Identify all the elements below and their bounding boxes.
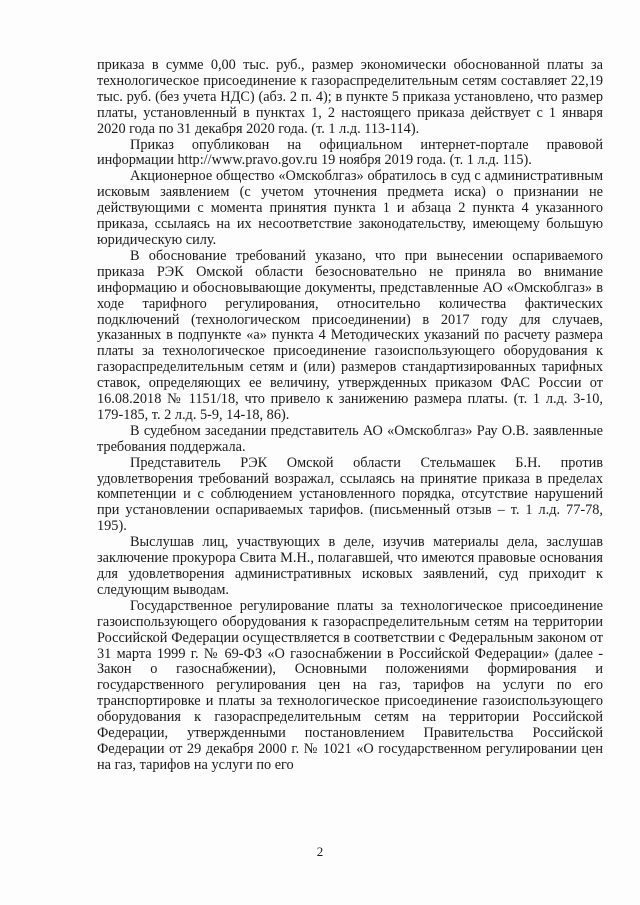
paragraph-order-amount: приказа в сумме 0,00 тыс. руб., размер экономически обоснованной платы за технологическое присоединение к газораспределительным сетям составляет 22,19 тыс. руб. (без учета НДС) (абз. 2 п. 4); в пункте 5 приказа установлено, что размер платы, установленный в пунктах 1, 2 настоящего приказа действует с 1 января 2020 года по 31 декабря 2020 года. (т. 1 л.д. 113-114). <box>97 57 603 137</box>
page-number: 2 <box>316 844 324 859</box>
paragraph-court-findings: Выслушав лиц, участвующих в деле, изучив материалы дела, заслушав заключение прокурора Свита М.Н., полагавшей, что имеются правовые основания для удовлетворения административных исковых заявлений, суд приходит к следующим выводам. <box>97 534 603 598</box>
paragraph-defendant-representative: Представитель РЭК Омской области Стельмашек Б.Н. против удовлетворения требований возражал, ссылаясь на принятие приказа в пределах компетенции и с соблюдением установленного порядка, отсутствие нарушений при установлении оспариваемых тарифов. (письменный отзыв – т. 1 л.д. 77-78, 195). <box>97 454 603 535</box>
paragraph-state-regulation: Государственное регулирование платы за технологическое присоединение газоиспользующего оборудования к газораспределительным сетям на территории Российской Федерации осуществляется в соответствии с Федеральным законом от 31 марта 1999 г. № 69-ФЗ «О газоснабжении в Российской Федерации» (далее - Закон о газоснабжении), Основными положениями формирования и государственного регулирования цен на газ, тарифов на услуги по его транспортировке и платы за технологическое присоединение газоиспользующего оборудования к газораспределительным сетям на территории Российской Федерации, утвержденными постановлением Правительства Российской Федерации от 29 декабря 2000 г. № 1021 «О государственном регулировании цен на газ, тарифов на услуги по его <box>97 597 603 773</box>
paragraph-publication: Приказ опубликован на официальном интернет-портале правовой информации http://www.pravo.gov.ru 19 ноября 2019 года. (т. 1 л.д. 115). <box>97 136 603 169</box>
paragraph-plaintiff-representative: В судебном заседании представитель АО «Омскоблгаз» Рау О.В. заявленные требования поддержала. <box>97 422 603 455</box>
document-body <box>97 58 603 774</box>
paragraph-grounds: В обоснование требований указано, что при вынесении оспариваемого приказа РЭК Омской области безосновательно не приняла во внимание информацию и обосновывающие документы, представленные АО «Омскоблгаз» в ходе тарифного регулирования, относительно количества фактических подключений (технологическом присоединении) в 2017 году для случаев, указанных в подпункте «а» пункта 4 Методических указаний по расчету размера платы за технологическое присоединение газоиспользующего оборудования к газораспределительным сетям и (или) размеров стандартизированных тарифных ставок, определяющих ее величину, утвержденных приказом ФАС России от 16.08.2018 № 1151/18, что привело к занижению размера платы. (т. 1 л.д. 3-10, 179-185, т. 2 л.д. 5-9, 14-18, 86). <box>97 247 603 423</box>
paragraph-claim: Акционерное общество «Омскоблгаз» обратилось в суд с административным исковым заявлением (с учетом уточнения предмета иска) о признании не действующими с момента принятия пункта 1 и абзаца 2 пункта 4 указанного приказа, ссылаясь на их несоответствие законодательству, имеющему большую юридическую силу. <box>97 168 603 248</box>
